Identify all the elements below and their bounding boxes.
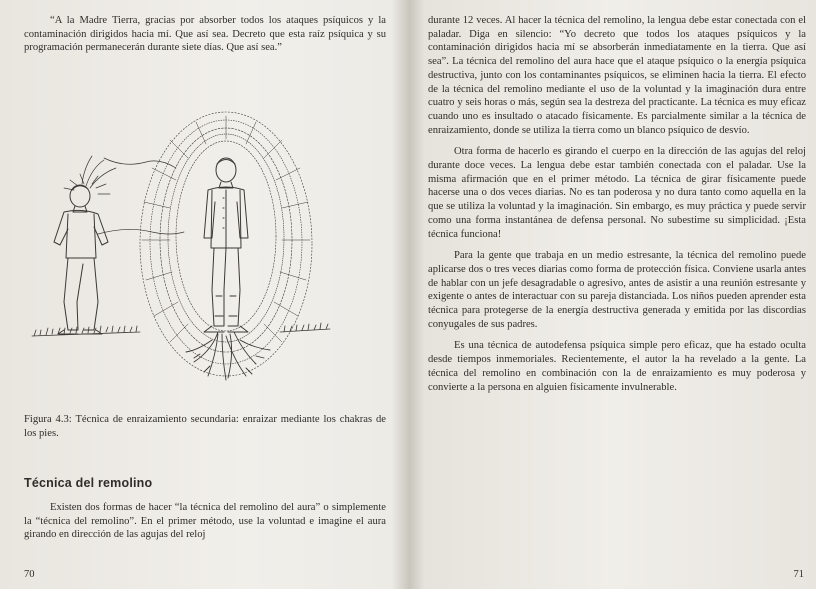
right-page bbox=[408, 0, 816, 589]
body-paragraph: Existen dos formas de hacer “la técnica del remolino del aura” o simplemente la “técnica del remolino”. En el primer método, use la voluntad e imagine el aura girando en dirección de las agujas del reloj bbox=[24, 502, 386, 541]
body-paragraph: Es una técnica de autodefensa psíquica simple pero eficaz, que ha estado oculta desde tiempos inmemoriales. Recientemente, el autor la ha revelado a la gente. La técnica del remolino en combinación con la de enraizamiento es muy poderosa y convierte a la persona en alguien físicamente invulnerable. bbox=[428, 340, 806, 393]
page-number-left: 70 bbox=[24, 569, 35, 580]
body-paragraph: durante 12 veces. Al hacer la técnica del remolino, la lengua debe estar conectada con el paladar. Diga en silencio: “Yo decreto que todos los ataques psíquicos y la contaminación dirigidos hacia mí se absorberán inmediatamente en la tierra. Que así sea”. La técnica del remolino del aura hace que el ataque psíquico o la energía psíquica destructiva, junto con los contaminantes psíquicos, se eliminen hacia la tierra. El efecto de la técnica del remolino mediante el uso de la voluntad y la imaginación dura entre cuatro y seis horas o más, según sea la destreza del practicante. La técnica es muy eficaz cuando uno es insultado o atacado físicamente. Es parcialmente similar a la técnica de enraizamiento, donde se utiliza la tierra como un blanco psíquico de desvío. bbox=[428, 15, 806, 136]
roots bbox=[186, 332, 270, 380]
figure-caption: Figura 4.3: Técnica de enraizamiento secundaria: enraizar mediante los chakras de los pies. bbox=[24, 414, 386, 439]
quote-paragraph: “A la Madre Tierra, gracias por absorber todos los ataques psíquicos y la contaminación dirigidos hacia mí. Que así sea. Decreto que esta raíz psíquica y su programación permanecerán durante siete días. Que así sea.” bbox=[24, 15, 386, 54]
figure-illustration bbox=[20, 84, 390, 390]
energy-lines bbox=[64, 156, 184, 234]
section-heading: Técnica del remolino bbox=[24, 476, 153, 490]
left-body-text bbox=[24, 501, 386, 542]
page-number-right: 71 bbox=[793, 569, 804, 580]
body-paragraph: Para la gente que trabaja en un medio estresante, la técnica del remolino puede aplicarse dos o tres veces diarias como forma de protección física. Conviene usarla antes de hablar con un jefe desagradable o agresivo, antes de asistir a una reunión estresante y exigente o antes de interactuar con su pareja distanciada. Los niños pueden aprender esta técnica para protegerse de la energía destructiva generada y emitida por las discordias conyugales de sus padres. bbox=[428, 250, 806, 330]
body-paragraph: Otra forma de hacerlo es girando el cuerpo en la dirección de las agujas del reloj durante doce veces. La lengua debe estar también conectada con el paladar. Use la misma afirmación que en el primer método. La técnica de girar físicamente puede hacerse una o dos veces diarias. No es tan poderosa y no dura tanto como aquella en la que se utiliza la voluntad y la imaginación. Sin embargo, es muy práctica y puede servir como una forma instantánea de defensa personal. No subestime su simplicidad. ¡Esta técnica funciona! bbox=[428, 146, 806, 240]
right-body-text bbox=[428, 14, 806, 394]
standing-figure bbox=[204, 158, 248, 332]
left-person bbox=[54, 185, 108, 334]
affirmation-quote bbox=[24, 14, 386, 55]
